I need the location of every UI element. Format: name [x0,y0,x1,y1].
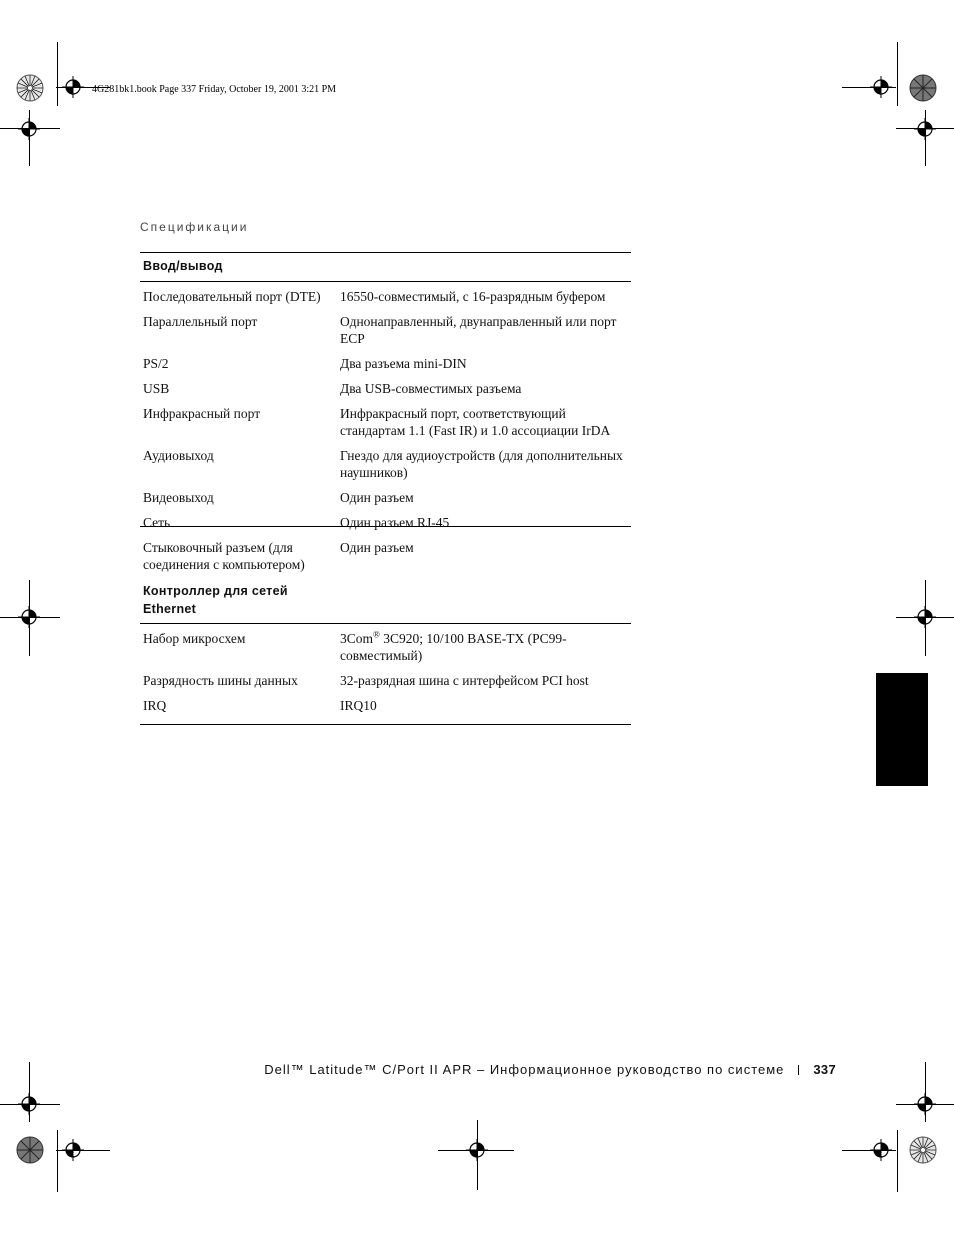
row-value: IRQ10 [340,698,377,713]
group-heading: Контроллер для сетей Ethernet [143,584,288,616]
row-label: Последовательный порт (DTE) [143,289,321,304]
table-row [140,376,631,401]
footer-separator [798,1065,799,1075]
star-target-icon [909,1136,937,1164]
registration-mark-icon [870,76,892,98]
group-heading: Ввод/вывод [140,252,631,282]
registration-mark-icon [18,1093,40,1115]
row-value: Один разъем [340,490,414,505]
registration-mark-icon [466,1139,488,1161]
page-footer [264,1062,836,1077]
star-target-icon [909,74,937,102]
row-label: Разрядность шины данных [143,673,298,688]
section-thumb-tab [876,673,928,786]
registration-mark-icon [62,1139,84,1161]
row-value: Один разъем RJ-45 [340,515,450,530]
table-row [140,510,631,535]
row-value [340,630,631,664]
row-value: Один разъем [340,540,414,555]
row-value: Два USB-совместимых разъема [340,381,522,396]
row-value: Однонаправленный, двунаправленный или порт ECP [340,314,617,346]
table-row [140,351,631,376]
row-label: Инфракрасный порт [143,406,261,421]
row-label: Видеовыход [143,490,214,505]
row-label: Сеть [143,515,171,530]
row-value: 32-разрядная шина с интерфейсом PCI host [340,673,589,688]
spec-table [140,252,631,725]
star-target-icon [16,74,44,102]
row-value: Два разъема mini-DIN [340,356,467,371]
table-row [140,693,631,718]
table-row [140,626,631,668]
row-label: IRQ [143,698,167,713]
table-bottom-rule [140,718,631,725]
row-label: PS/2 [143,356,169,371]
registration-mark-icon [870,1139,892,1161]
registered-mark: ® [373,629,380,640]
registration-mark-icon [62,76,84,98]
row-label: Параллельный порт [143,314,258,329]
row-value: 16550-совместимый, с 16-разрядным буфером [340,289,606,304]
brand-name: 3Com [340,631,374,646]
registration-mark-icon [18,118,40,140]
page-number: 337 [813,1062,836,1077]
row-value: Гнездо для аудиоустройств (для дополнительных наушников) [340,448,623,480]
row-label: Набор микросхем [143,631,246,646]
table-row [140,668,631,693]
registration-mark-icon [914,606,936,628]
row-value: Инфракрасный порт, соответствующий стандартам 1.1 (Fast IR) и 1.0 ассоциации IrDA [340,406,611,438]
row-label: Стыковочный разъем (для соединения с компьютером) [143,540,305,572]
registration-mark-icon [914,118,936,140]
print-slug: 4G281bk1.book Page 337 Friday, October 19, 2001 3:21 PM [92,84,337,95]
table-row [140,535,631,577]
star-target-icon [16,1136,44,1164]
row-label: Аудиовыход [143,448,214,463]
footer-title: Dell™ Latitude™ C/Port II APR – Информационное руководство по системе [264,1062,785,1077]
row-value-text: 3C920; 10/100 BASE-TX (PC99-совместимый) [340,631,567,663]
row-label: USB [143,381,170,396]
table-row [140,443,631,485]
registration-mark-icon [18,606,40,628]
table-row [140,485,631,510]
section-title: Спецификации [140,220,249,234]
registration-mark-icon [914,1093,936,1115]
table-row [140,284,631,309]
table-row [140,309,631,351]
table-row [140,401,631,443]
